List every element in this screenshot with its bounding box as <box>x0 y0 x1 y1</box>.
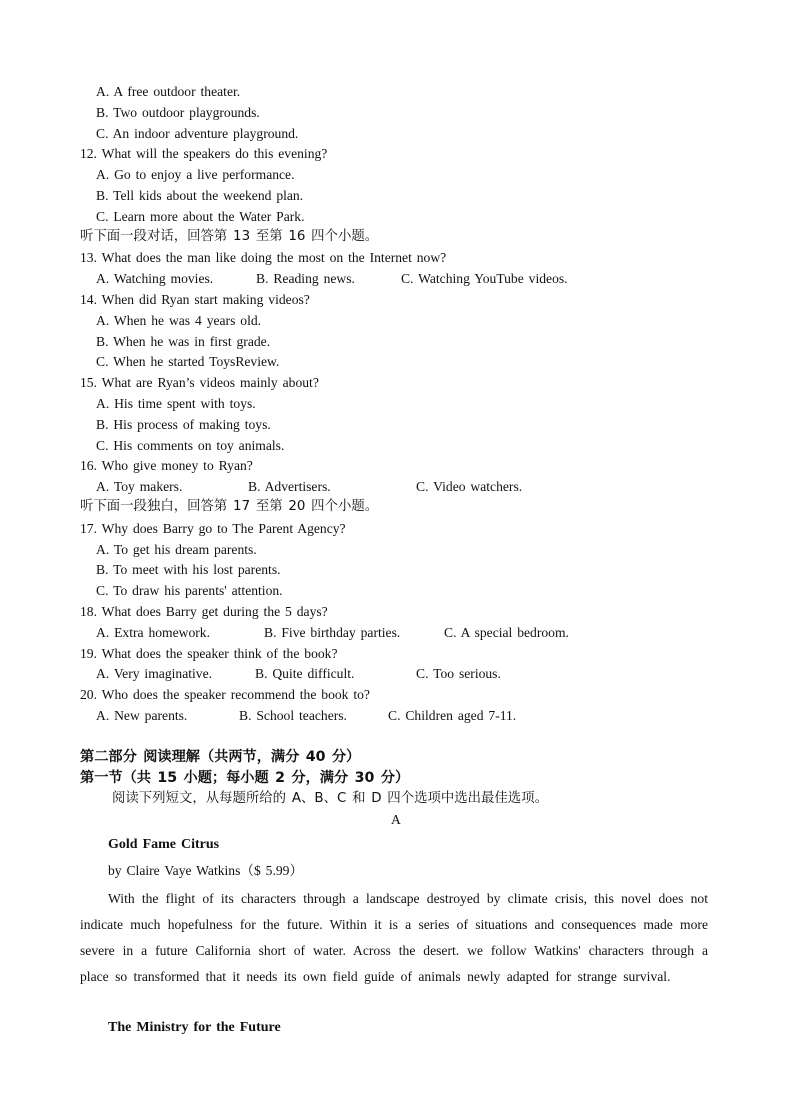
q19-option-a: A. Very imaginative. <box>96 666 213 681</box>
q18-option-c: C. A special bedroom. <box>444 625 569 640</box>
q11-option-c: C. An indoor adventure playground. <box>96 126 299 141</box>
q15-option-c: C. His comments on toy animals. <box>96 438 285 453</box>
part2-title: 第二部分 阅读理解（共两节，满分 40 分） <box>80 749 361 765</box>
q11-option-a: A. A free outdoor theater. <box>96 84 241 99</box>
q17-stem: 17. Why does Barry go to The Parent Agency? <box>80 521 346 536</box>
q12-option-b: B. Tell kids about the weekend plan. <box>96 188 304 203</box>
q19-stem: 19. What does the speaker think of the book? <box>80 646 338 661</box>
q16-stem: 16. Who give money to Ryan? <box>80 458 253 473</box>
q12-option-a: A. Go to enjoy a live performance. <box>96 167 295 182</box>
q18-stem: 18. What does Barry get during the 5 days? <box>80 604 328 619</box>
q12-option-c: C. Learn more about the Water Park. <box>96 209 305 224</box>
q20-option-a: A. New parents. <box>96 708 188 723</box>
q14-option-c: C. When he started ToysReview. <box>96 354 280 369</box>
q16-option-a: A. Toy makers. <box>96 479 183 494</box>
q11-option-b: B. Two outdoor playgrounds. <box>96 105 260 120</box>
instruction-13-16: 听下面一段对话，回答第 13 至第 16 四个小题。 <box>80 229 379 244</box>
q20-option-b: B. School teachers. <box>239 708 347 723</box>
q13-option-c: C. Watching YouTube videos. <box>401 271 568 286</box>
passage-label: A <box>391 812 401 827</box>
q16-option-c: C. Video watchers. <box>416 479 523 494</box>
q15-stem: 15. What are Ryan’s videos mainly about? <box>80 375 319 390</box>
q18-option-b: B. Five birthday parties. <box>264 625 401 640</box>
q17-option-a: A. To get his dream parents. <box>96 542 257 557</box>
section1-title: 第一节（共 15 小题；每小题 2 分，满分 30 分） <box>80 770 410 786</box>
q15-option-a: A. His time spent with toys. <box>96 396 256 411</box>
q15-option-b: B. His process of making toys. <box>96 417 271 432</box>
q14-option-b: B. When he was in first grade. <box>96 334 271 349</box>
q13-option-a: A. Watching movies. <box>96 271 214 286</box>
q13-option-b: B. Reading news. <box>256 271 355 286</box>
q13-stem: 13. What does the man like doing the most on the Internet now? <box>80 250 447 265</box>
q14-option-a: A. When he was 4 years old. <box>96 313 262 328</box>
q20-option-c: C. Children aged 7-11. <box>388 708 517 723</box>
book1-byline: by Claire Vaye Watkins（$ 5.99） <box>108 863 304 878</box>
q17-option-b: B. To meet with his lost parents. <box>96 562 281 577</box>
book2-title: The Ministry for the Future <box>108 1020 281 1035</box>
q19-option-c: C. Too serious. <box>416 666 501 681</box>
reading-instruction: 阅读下列短文，从每题所给的 A、B、C 和 D 四个选项中选出最佳选项。 <box>112 791 548 806</box>
q19-option-b: B. Quite difficult. <box>255 666 355 681</box>
q20-stem: 20. Who does the speaker recommend the book to? <box>80 687 370 702</box>
instruction-17-20: 听下面一段独白，回答第 17 至第 20 四个小题。 <box>80 499 379 514</box>
q17-option-c: C. To draw his parents' attention. <box>96 583 283 598</box>
q16-option-b: B. Advertisers. <box>248 479 331 494</box>
q18-option-a: A. Extra homework. <box>96 625 210 640</box>
book1-title: Gold Fame Citrus <box>108 837 220 852</box>
book1-description: With the flight of its characters through a landscape destroyed by climate crisis, this novel does not indicate much hopefulness for the future. Within it is a series of situations and consequences made more severe in a future California short of water. Across the desert. we follow Watkins' characters through a place so transformed that it needs its own field guide of animals newly adapted for strange survival. <box>80 891 708 984</box>
q12-stem: 12. What will the speakers do this evening? <box>80 146 328 161</box>
q14-stem: 14. When did Ryan start making videos? <box>80 292 310 307</box>
